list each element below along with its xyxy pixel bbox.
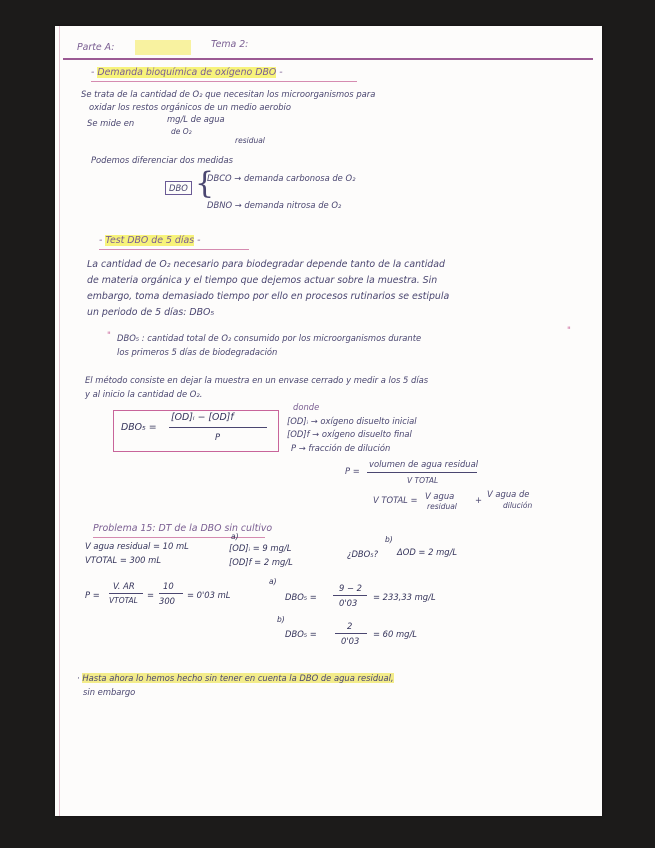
definition-line-2: oxidar los restos orgánicos de un medio aerobio bbox=[89, 102, 292, 112]
pcalc-result: = 0'03 mL bbox=[187, 590, 231, 600]
pcalc-den-2: 300 bbox=[159, 596, 175, 606]
donde-1: [OD]ᵢ → oxígeno disuelto inicial bbox=[287, 416, 417, 426]
method-line-1: El método consiste en dejar la muestra en un envase cerrado y medir a los 5 días bbox=[85, 375, 429, 385]
dbo5-definition-1: DBO₅ : cantidad total de O₂ consumido por los microorganismos durante bbox=[117, 333, 422, 343]
pcalc-left: P = bbox=[85, 590, 100, 600]
question-dbo5: ¿DBO₅? bbox=[347, 549, 379, 559]
pcalc-bar-2 bbox=[159, 593, 183, 594]
units-residual: residual bbox=[235, 136, 265, 145]
given-od-initial: [OD]ᵢ = 9 mg/L bbox=[229, 543, 292, 553]
pcalc-bar-1 bbox=[109, 593, 143, 594]
p-formula-denominator: V TOTAL bbox=[407, 476, 439, 485]
vtotal-agua: V agua bbox=[425, 491, 455, 501]
formula-numerator: [OD]ᵢ − [OD]f bbox=[171, 412, 234, 423]
answer-a-bar bbox=[333, 595, 367, 596]
test-paragraph-3: embargo, toma demasiado tiempo por ello en procesos rutinarios se estipula bbox=[87, 291, 450, 302]
answer-b-result: = 60 mg/L bbox=[373, 629, 417, 639]
donde-2: [OD]f → oxígeno disuelto final bbox=[287, 429, 412, 439]
closing-line-1: · Hasta ahora lo hemos hecho sin tener en cuenta la DBO de agua residual, bbox=[77, 673, 394, 683]
pcalc-num-2: 10 bbox=[163, 581, 174, 591]
method-line-2: y al inicio la cantidad de O₂. bbox=[85, 389, 203, 399]
dbo5-definition-2: los primeros 5 días de biodegradación bbox=[117, 347, 278, 357]
answer-b-label: b) bbox=[277, 615, 285, 624]
brace: { bbox=[195, 166, 215, 201]
section-title-test: - Test DBO de 5 días - bbox=[99, 235, 201, 246]
notebook-page bbox=[55, 26, 602, 816]
vtotal-dilution-1: V agua de bbox=[487, 489, 530, 499]
answer-a-label: a) bbox=[269, 577, 277, 586]
donde-label: donde bbox=[293, 402, 320, 412]
answer-a-left: DBO₅ = bbox=[285, 592, 317, 602]
margin-line bbox=[59, 26, 60, 816]
dbo-box: DBO bbox=[165, 181, 192, 195]
problem-underline bbox=[93, 537, 265, 538]
units-value: mg/L de agua bbox=[167, 114, 225, 124]
redacted-name bbox=[135, 40, 191, 55]
pcalc-den-1: VTOTAL bbox=[109, 596, 138, 605]
header-parte: Parte A: bbox=[77, 42, 115, 53]
test-paragraph-1: La cantidad de O₂ necesario para biodegradar depende tanto de la cantidad bbox=[87, 259, 445, 270]
donde-3: P → fracción de dilución bbox=[291, 443, 391, 453]
given-od-final: [OD]f = 2 mg/L bbox=[229, 557, 293, 567]
given-a-label: a) bbox=[231, 532, 239, 541]
units-of-o2: de O₂ bbox=[171, 127, 192, 136]
formula-denominator: P bbox=[215, 432, 221, 442]
answer-a-den: 0'03 bbox=[339, 598, 358, 608]
quote-mark-open: " bbox=[107, 330, 111, 340]
answer-a-result: = 233,33 mg/L bbox=[373, 592, 436, 602]
p-formula-numerator: volumen de agua residual bbox=[369, 459, 479, 469]
vtotal-left: V TOTAL = bbox=[373, 495, 418, 505]
header-rule bbox=[63, 58, 593, 60]
vtotal-plus: + bbox=[475, 495, 483, 505]
measure-dbco: DBCO → demanda carbonosa de O₂ bbox=[207, 173, 356, 183]
closing-line-2: sin embargo bbox=[83, 687, 136, 697]
measure-dbno: DBNO → demanda nitrosa de O₂ bbox=[207, 200, 342, 210]
definition-line-1: Se trata de la cantidad de O₂ que necesitan los microorganismos para bbox=[81, 89, 376, 99]
vtotal-residual: residual bbox=[427, 502, 457, 511]
formula-fraction-bar bbox=[169, 427, 267, 428]
header-tema: Tema 2: bbox=[211, 39, 249, 50]
title-underline-2 bbox=[99, 249, 249, 250]
quote-mark-close: " bbox=[567, 325, 571, 335]
given-delta-od: ΔOD = 2 mg/L bbox=[397, 547, 458, 557]
p-fraction-bar bbox=[367, 472, 477, 473]
answer-b-bar bbox=[335, 633, 367, 634]
given-volume-total: VTOTAL = 300 mL bbox=[85, 555, 161, 565]
pcalc-num-1: V. AR bbox=[113, 581, 135, 591]
pcalc-equals: = bbox=[147, 590, 155, 600]
test-paragraph-2: de materia orgánica y el tiempo que dejemos actuar sobre la muestra. Sin bbox=[87, 275, 438, 286]
title-underline bbox=[91, 81, 357, 82]
answer-a-num: 9 − 2 bbox=[339, 583, 362, 593]
measures-intro: Podemos diferenciar dos medidas bbox=[91, 155, 233, 165]
section-title-dbo: - Demanda bioquímica de oxígeno DBO - bbox=[91, 67, 283, 78]
answer-b-den: 0'03 bbox=[341, 636, 360, 646]
answer-b-num: 2 bbox=[347, 621, 353, 631]
formula-left: DBO₅ = bbox=[121, 422, 157, 433]
given-volume-residual: V agua residual = 10 mL bbox=[85, 541, 189, 551]
units-prefix: Se mide en bbox=[87, 118, 135, 128]
vtotal-dilution-2: dilución bbox=[503, 501, 533, 510]
answer-b-left: DBO₅ = bbox=[285, 629, 317, 639]
p-formula-left: P = bbox=[345, 466, 360, 476]
problem-title: Problema 15: DT de la DBO sin cultivo bbox=[93, 523, 273, 534]
given-b-label: b) bbox=[385, 535, 393, 544]
test-paragraph-4: un periodo de 5 días: DBO₅ bbox=[87, 307, 215, 318]
